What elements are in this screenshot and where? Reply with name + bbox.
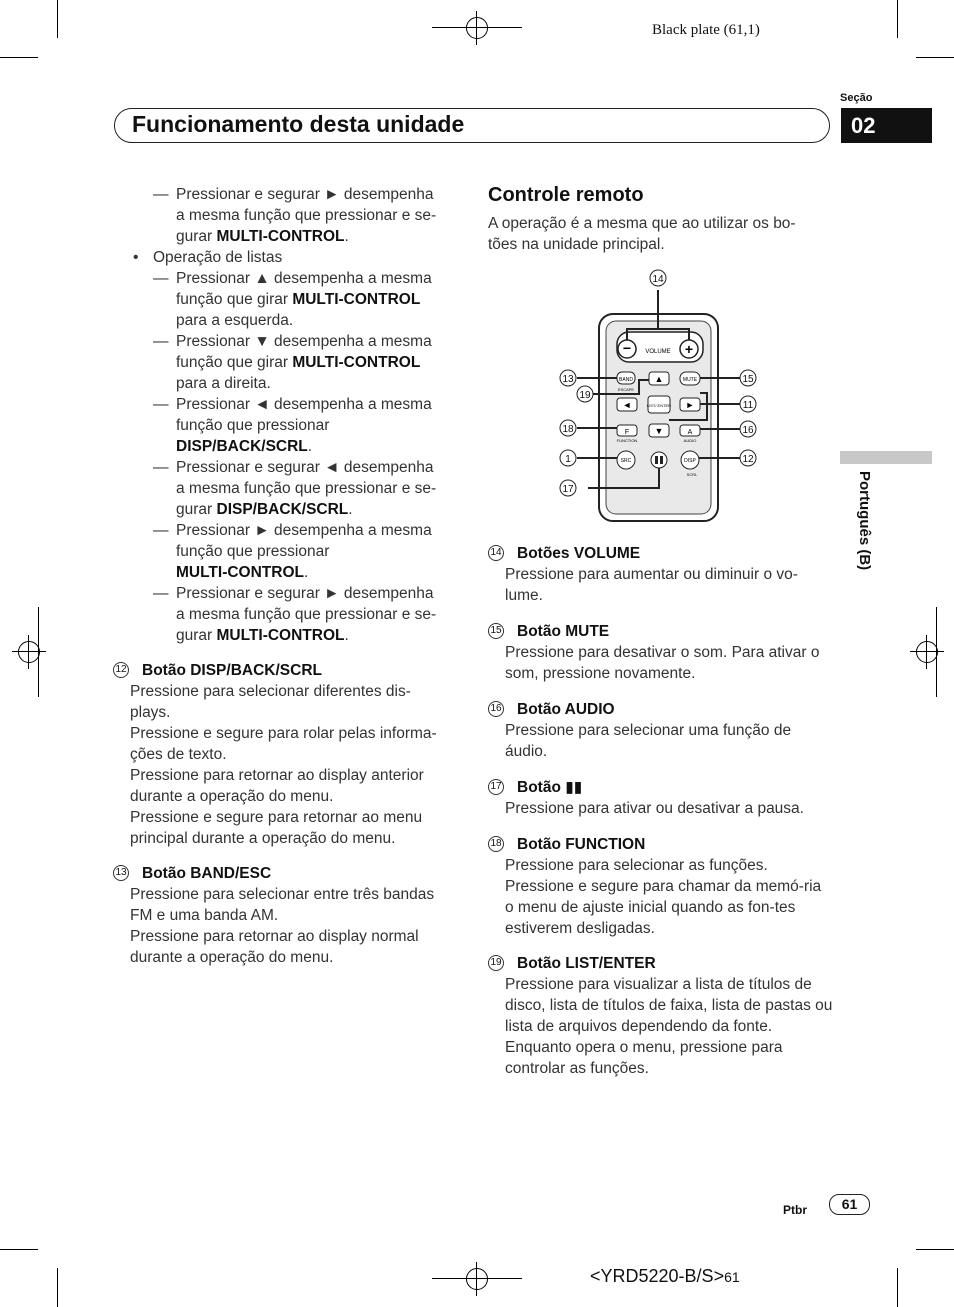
callout-number: 14 (488, 545, 504, 561)
bullet-item: • Operação de listas (133, 249, 283, 266)
registration-mark (12, 635, 46, 669)
section-body: Pressione para selecionar as funções. Pressione e segure para chamar da memó-ria o menu de ajuste inicial quando as fon-tes estiverem desligadas. (505, 857, 822, 937)
list-item: — Pressionar e segurar ◄ desempenha a mesma função que pressionar e se- gurar DISP/BACK/SCRL. (153, 459, 437, 518)
list-item: — Pressionar e segurar ► desempenha a mesma função que pressionar e se- gurar MULTI-CONTROL. (153, 186, 437, 245)
intro-text: A operação é a mesma que ao utilizar os bo-tões na unidade principal. (488, 215, 796, 253)
crop-mark (897, 0, 898, 38)
section-title: Botão BAND/ESC (142, 865, 272, 882)
svg-text:−: − (622, 340, 632, 356)
item-text: Pressionar ◄ desempenha a mesma função que pressionar DISP/BACK/SCRL. (176, 396, 432, 455)
callout-number: 13 (113, 865, 129, 881)
crop-mark (936, 607, 937, 697)
callout-17: 17 (562, 484, 574, 495)
callout-number: 15 (488, 623, 504, 639)
crop-mark (897, 1268, 898, 1307)
registration-mark (460, 11, 494, 45)
svg-text:▼: ▼ (654, 426, 664, 436)
callout-15: 15 (742, 374, 754, 385)
list-item: — Pressionar ▲ desempenha a mesma função que girar MULTI-CONTROL para a esquerda. (153, 270, 432, 329)
callout-number: 18 (488, 836, 504, 852)
scrl-label: SCRL (686, 472, 698, 477)
callout-18: 18 (562, 424, 574, 435)
list-item: — Pressionar e segurar ► desempenha a mesma função que pressionar e se- gurar MULTI-CONTROL. (153, 585, 437, 644)
section-title: Botão MUTE (517, 623, 610, 640)
svg-text:►: ► (685, 400, 695, 410)
section-title: Botão DISP/BACK/SCRL (142, 662, 322, 679)
callout-19: 19 (579, 390, 591, 401)
crop-mark (57, 1268, 58, 1307)
item-text: Pressionar e segurar ► desempenha a mesma função que pressionar e se- gurar MULTI-CONTROL. (176, 186, 437, 245)
section-title: Botão ▮▮ (517, 779, 583, 796)
svg-text:▲: ▲ (654, 374, 664, 384)
audio-label: AUDIO (683, 438, 697, 443)
crop-mark (38, 607, 39, 697)
f-label: F (624, 429, 630, 436)
volume-label: VOLUME (645, 349, 671, 355)
section-title: Botão LIST/ENTER (517, 955, 656, 972)
section-heading: Controle remoto (488, 184, 644, 206)
callout-11: 11 (742, 400, 754, 411)
function-label: FUNCTION (616, 438, 638, 443)
src-label: SRC (620, 458, 632, 464)
callout-1: 1 (565, 454, 571, 465)
language-tab (840, 451, 932, 464)
crop-mark (0, 1249, 38, 1250)
section-title: Botões VOLUME (517, 545, 641, 562)
callout-14: 14 (652, 274, 664, 285)
callout-number: 16 (488, 701, 504, 717)
section-number: 02 (841, 108, 932, 143)
band-label: BAND (619, 377, 633, 383)
section-body: Pressione para desativar o som. Para ativar o som, pressione novamente. (505, 644, 820, 682)
plate-label: Black plate (61,1) (652, 22, 760, 38)
callout-number: 19 (488, 955, 504, 971)
section-body: Pressione para ativar ou desativar a pausa. (505, 800, 804, 817)
page-number: 61 (829, 1194, 870, 1215)
model-code: <YRD5220-B/S>61 (590, 1266, 740, 1286)
crop-mark (57, 0, 58, 38)
item-text: Pressionar ► desempenha a mesma função que pressionar MULTI-CONTROL. (176, 522, 432, 581)
section-body: Pressione para selecionar entre três bandas FM e uma banda AM. Pressione para retornar ao display normal durante a operação do menu. (130, 886, 435, 966)
list-item: — Pressionar ► desempenha a mesma função que pressionar MULTI-CONTROL. (153, 522, 432, 581)
list-item: — Pressionar ▼ desempenha a mesma função que girar MULTI-CONTROL para a direita. (153, 333, 432, 392)
callout-13: 13 (562, 374, 574, 385)
callout-number: 12 (113, 662, 129, 678)
section-body: Pressione para selecionar uma função de áudio. (505, 722, 792, 760)
a-label: A (687, 429, 693, 436)
page-title: Funcionamento desta unidade (132, 111, 465, 137)
crop-mark (916, 1249, 954, 1250)
registration-mark (460, 1262, 494, 1296)
item-text: Pressionar ▼ desempenha a mesma função que girar MULTI-CONTROL para a direita. (176, 333, 432, 392)
mute-label: MUTE (682, 377, 698, 383)
section-title: Botão AUDIO (517, 701, 615, 718)
escape-label: ESCAPE (617, 387, 635, 392)
section-body: Pressione para selecionar diferentes dis-plays. Pressione e segure para rolar pelas informa-ções de texto. Pressione para retornar ao display anterior durante a operação do menu. Pressione e segure para retornar ao menu principal durante a operação do menu. (130, 683, 437, 847)
language-label: Português (B) (856, 471, 873, 571)
list-enter-label: LIST/ ENTER (646, 403, 672, 408)
disp-label: DISP (684, 458, 696, 464)
item-text: Pressionar e segurar ◄ desempenha a mesma função que pressionar e se- gurar DISP/BACK/SCRL. (176, 459, 437, 518)
callout-12: 12 (742, 454, 754, 465)
section-label: Seção (840, 92, 873, 104)
section-body: Pressione para visualizar a lista de títulos de disco, lista de títulos de faixa, lista de pastas ou lista de arquivos dependendo da fonte. Enquanto opera o menu, pressione para controlar as funções. (505, 976, 833, 1077)
registration-mark (910, 635, 944, 669)
section-body: Pressione para aumentar ou diminuir o vo-lume. (505, 566, 798, 604)
callout-number: 17 (488, 779, 504, 795)
remote-illustration (555, 265, 770, 525)
svg-text:+: + (684, 341, 694, 357)
list-item: — Pressionar ◄ desempenha a mesma função que pressionar DISP/BACK/SCRL. (153, 396, 432, 455)
item-text: Pressionar e segurar ► desempenha a mesma função que pressionar e se- gurar MULTI-CONTROL. (176, 585, 437, 644)
crop-mark (916, 57, 954, 58)
svg-text:◄: ◄ (622, 400, 632, 410)
callout-16: 16 (742, 425, 754, 436)
crop-mark (0, 57, 38, 58)
item-text: Pressionar ▲ desempenha a mesma função que girar MULTI-CONTROL para a esquerda. (176, 270, 432, 329)
section-title: Botão FUNCTION (517, 836, 646, 853)
language-code: Ptbr (783, 1203, 807, 1217)
